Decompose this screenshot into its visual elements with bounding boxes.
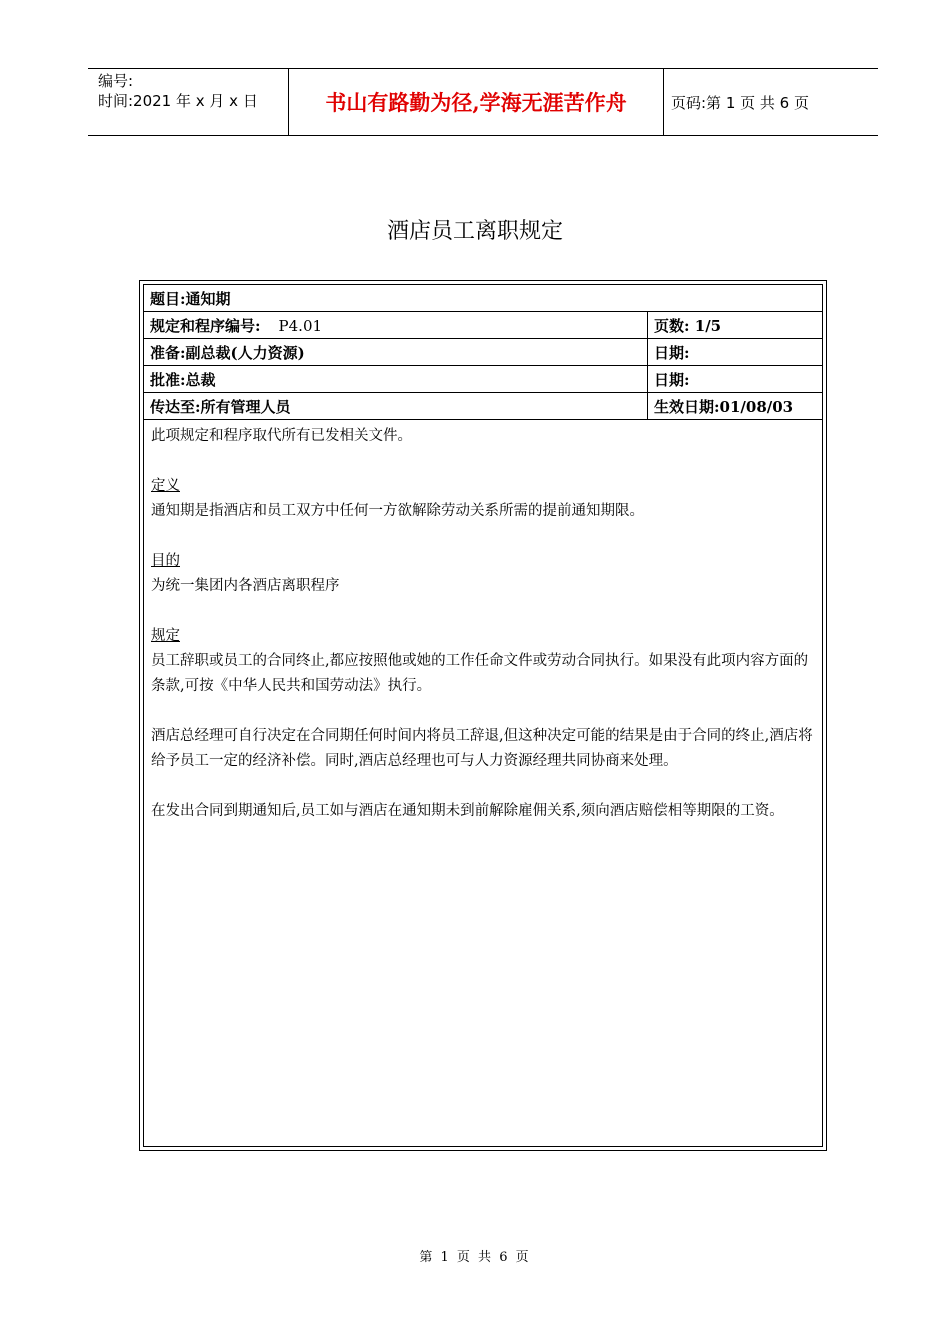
header-info [98, 71, 290, 111]
rules-paragraph-1: 员工辞职或员工的合同终止,都应按照他或她的工作任命文件或劳动合同执行。如果没有此项内容方面的条款,可按《中华人民共和国劳动法》执行。 [151, 653, 809, 694]
meta-row-approved [144, 366, 822, 393]
page-header [88, 68, 878, 136]
header-motto: 书山有路勤为径,学海无涯苦作舟 [288, 69, 664, 135]
rules-paragraph-2: 酒店总经理可自行决定在合同期任何时间内将员工辞退,但这种决定可能的结果是由于合同的终止,酒店将给予员工一定的经济补偿。同时,酒店总经理也可与人力资源经理共同协商来处理。 [151, 728, 813, 769]
meta-row-subject [144, 285, 822, 312]
definition-section [151, 474, 816, 524]
meta-date-2: 日期: [648, 366, 823, 393]
document-inner-frame [143, 284, 823, 1147]
meta-procedure-code: P4.01 [278, 316, 323, 335]
intro-text: 此项规定和程序取代所有已发相关文件。 [151, 428, 412, 444]
purpose-heading: 目的 [151, 553, 180, 569]
rules-paragraph-3: 在发出合同到期通知后,员工如与酒店在通知期未到前解除雇佣关系,须向酒店赔偿相等期限的工资。 [151, 803, 784, 819]
purpose-text: 为统一集团内各酒店离职程序 [151, 578, 340, 594]
definition-text: 通知期是指酒店和员工双方中任何一方欲解除劳动关系所需的提前通知期限。 [151, 503, 644, 519]
definition-heading: 定义 [151, 478, 180, 494]
document-body [144, 420, 822, 824]
meta-row-prepared [144, 339, 822, 366]
meta-procedure-label: 规定和程序编号: [150, 316, 261, 335]
meta-row-procedure [144, 312, 822, 339]
page-footer: 第 1 页 共 6 页 [419, 1250, 531, 1265]
meta-row-distribution [144, 393, 822, 420]
meta-approved: 批准:总裁 [144, 366, 648, 393]
header-page-info: 页码:第 1 页 共 6 页 [671, 93, 809, 112]
meta-subject: 题目:通知期 [144, 285, 822, 312]
document-time-label: 时间:2021 年 x 月 x 日 [98, 92, 258, 110]
meta-procedure [144, 312, 648, 339]
meta-effective-date: 生效日期:01/08/03 [648, 393, 823, 420]
rules-heading: 规定 [151, 628, 180, 644]
meta-table [144, 285, 822, 420]
rules-section [151, 624, 816, 699]
meta-date-1: 日期: [648, 339, 823, 366]
document-title: 酒店员工离职规定 [386, 219, 563, 244]
meta-pages: 页数: 1/5 [648, 312, 823, 339]
meta-distribution: 传达至:所有管理人员 [144, 393, 648, 420]
meta-prepared: 准备:副总裁(人力资源) [144, 339, 648, 366]
purpose-section [151, 549, 816, 599]
document-number-label: 编号: [98, 72, 134, 90]
document-frame [139, 280, 827, 1151]
